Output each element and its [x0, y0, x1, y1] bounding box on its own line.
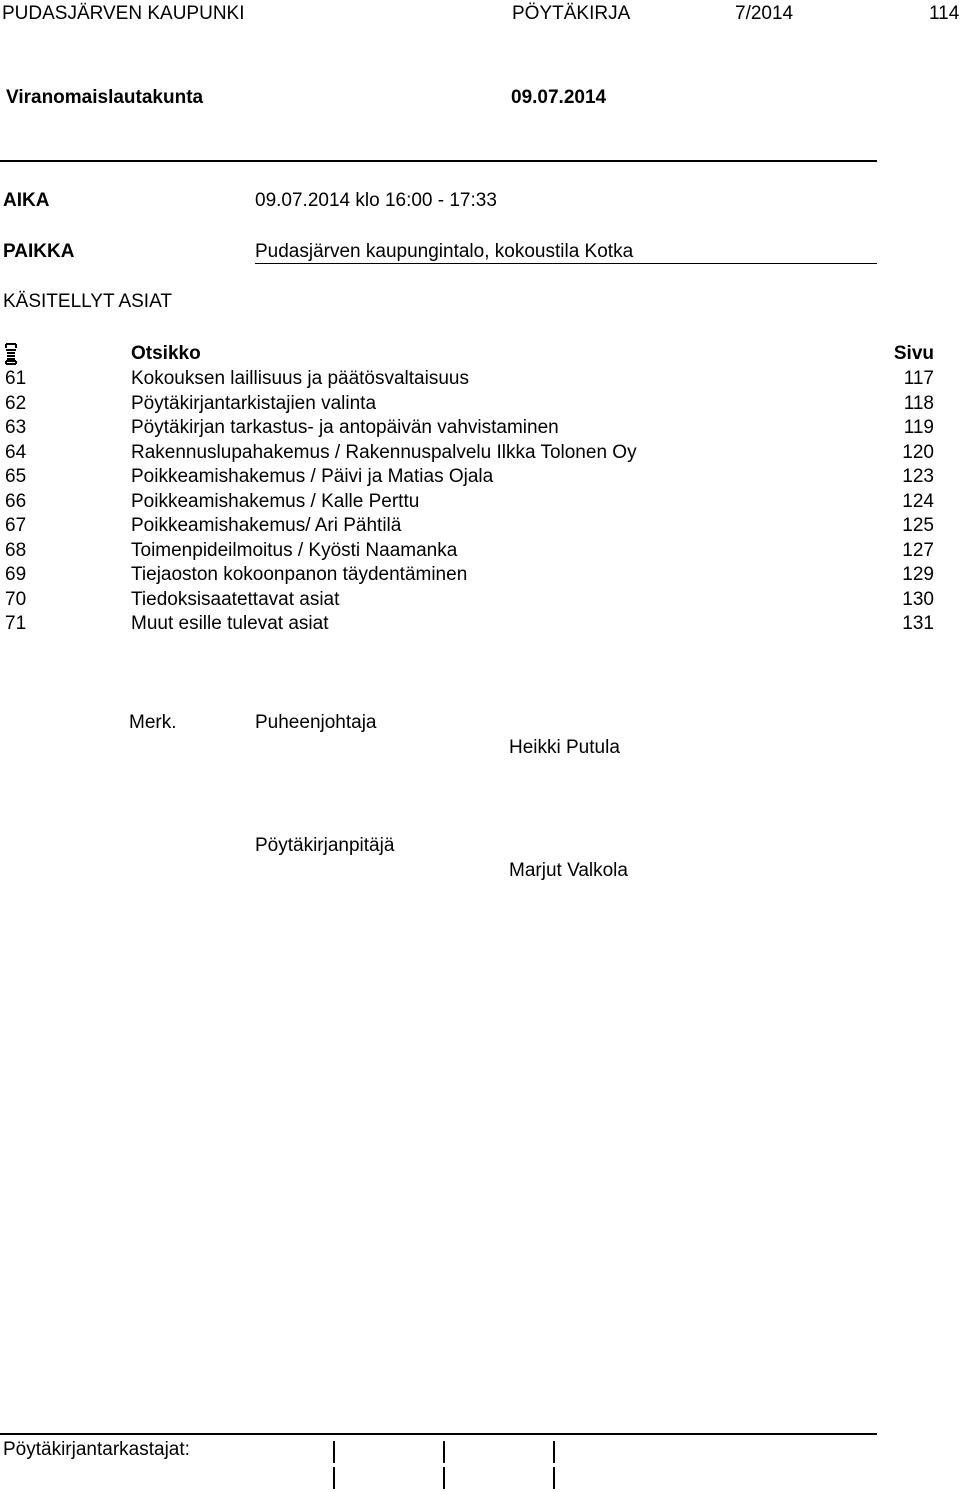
- agenda-item-number: 63: [5, 417, 27, 438]
- reviewer-field-separator: [333, 1467, 335, 1489]
- agenda-row: [0, 590, 960, 615]
- page-number: 114: [929, 3, 960, 24]
- agenda-item-page: 129: [902, 564, 934, 585]
- column-header-page: Sivu: [893, 343, 934, 364]
- reviewers-label: Pöytäkirjantarkastajat:: [3, 1439, 190, 1460]
- agenda-item-title: Kokouksen laillisuus ja päätösvaltaisuus: [131, 368, 469, 389]
- place-label: PAIKKA: [3, 241, 75, 262]
- agenda-row: [0, 467, 960, 492]
- time-label: AIKA: [3, 190, 50, 211]
- document-type: PÖYTÄKIRJA: [512, 3, 631, 24]
- reviewer-field-separator: [553, 1441, 555, 1463]
- secretary-label: Pöytäkirjanpitäjä: [255, 835, 395, 856]
- agenda-row: [0, 418, 960, 443]
- agenda-item-page: 117: [903, 368, 934, 389]
- agenda-item-title: Poikkeamishakemus / Kalle Perttu: [131, 490, 420, 512]
- chair-label: Puheenjohtaja: [255, 712, 377, 733]
- document-number: 7/2014: [735, 3, 794, 24]
- agenda-item-title: Rakennuslupahakemus / Rakennuspalvelu Ilkka Tolonen Oy: [131, 441, 637, 463]
- meeting-date: 09.07.2014: [511, 87, 607, 108]
- reviewer-field-separator: [443, 1441, 445, 1463]
- reviewer-field-separator: [553, 1467, 555, 1489]
- agenda-row: [0, 565, 960, 590]
- reviewer-field-separator: [333, 1441, 335, 1463]
- reviewer-field-separator: [443, 1467, 445, 1489]
- agenda-item-number: 70: [5, 588, 27, 610]
- time-value: 09.07.2014 klo 16:00 - 17:33: [255, 190, 497, 211]
- agenda-item-title: Tiedoksisaatettavat asiat: [131, 588, 340, 610]
- agenda-item-page: 118: [903, 392, 934, 414]
- agenda-row: [0, 369, 960, 394]
- agenda-item-number: 61: [5, 368, 27, 389]
- agenda-row: [0, 492, 960, 517]
- city-name: PUDASJÄRVEN KAUPUNKI: [2, 3, 245, 24]
- agenda-item-page: 125: [902, 515, 934, 536]
- agenda-item-number: 67: [5, 515, 27, 536]
- agenda-heading: KÄSITELLYT ASIAT: [3, 291, 172, 312]
- place-value: Pudasjärven kaupungintalo, kokoustila Kotka: [255, 241, 634, 262]
- agenda-item-title: Toimenpideilmoitus / Kyösti Naamanka: [131, 539, 458, 561]
- column-header-title: Otsikko: [131, 343, 201, 364]
- agenda-item-title: Poikkeamishakemus / Päivi ja Matias Ojala: [131, 466, 494, 487]
- agenda-item-page: 127: [902, 539, 934, 561]
- agenda-item-page: 131: [902, 613, 934, 634]
- agenda-item-title: Pöytäkirjantarkistajien valinta: [131, 392, 377, 414]
- secretary-name: Marjut Valkola: [509, 860, 628, 881]
- agenda-row: [0, 394, 960, 419]
- agenda-item-title: Pöytäkirjan tarkastus- ja antopäivän vahvistaminen: [131, 417, 559, 438]
- agenda-item-number: 69: [5, 564, 27, 585]
- document-icon: [3, 342, 19, 366]
- agenda-item-number: 68: [5, 539, 27, 561]
- agenda-item-number: 64: [5, 441, 27, 463]
- place-divider: [255, 263, 877, 264]
- signature-note: Merk.: [129, 712, 177, 733]
- agenda-row: [0, 541, 960, 566]
- header-divider: [0, 160, 877, 162]
- agenda-row: [0, 516, 960, 541]
- agenda-item-page: 120: [902, 441, 934, 463]
- agenda-item-number: 62: [5, 392, 27, 414]
- agenda-row: [0, 443, 960, 468]
- agenda-item-page: 123: [902, 466, 934, 487]
- chair-name: Heikki Putula: [509, 737, 620, 758]
- agenda-item-title: Tiejaoston kokoonpanon täydentäminen: [131, 564, 468, 585]
- agenda-item-number: 71: [5, 613, 27, 634]
- footer-divider: [0, 1433, 877, 1435]
- agenda-item-page: 119: [903, 417, 934, 438]
- agenda-item-number: 65: [5, 466, 27, 487]
- agenda-item-page: 124: [902, 490, 934, 512]
- agenda-row: [0, 614, 960, 639]
- board-name: Viranomaislautakunta: [6, 87, 204, 108]
- agenda-item-title: Poikkeamishakemus/ Ari Pähtilä: [131, 515, 402, 536]
- agenda-item-number: 66: [5, 490, 27, 512]
- agenda-item-title: Muut esille tulevat asiat: [131, 613, 329, 634]
- agenda-item-page: 130: [902, 588, 934, 610]
